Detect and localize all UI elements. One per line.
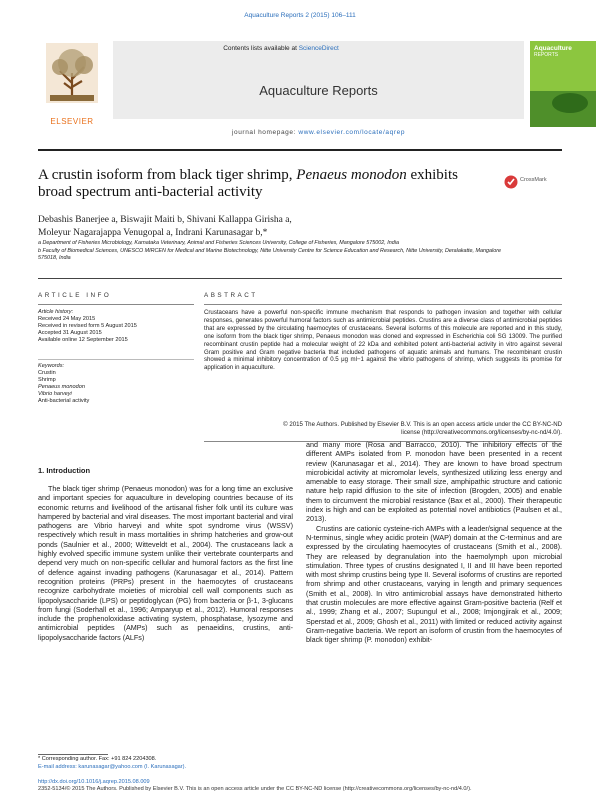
- section-divider: [38, 278, 562, 279]
- elsevier-logo[interactable]: ELSEVIER: [38, 41, 106, 123]
- contents-line: Contents lists available at ScienceDirect: [223, 45, 339, 52]
- sciencedirect-link[interactable]: ScienceDirect: [298, 45, 339, 52]
- body-column-right: [306, 440, 562, 645]
- article-info-heading: ARTICLE INFO: [38, 292, 112, 299]
- section-heading-introduction: 1. Introduction: [38, 466, 91, 475]
- affiliations: [38, 240, 508, 263]
- email-note[interactable]: E-mail address: karunasagar@yahoo.com (I. Karunasagar).: [38, 763, 187, 770]
- affiliation-b: b Faculty of Biomedical Sciences, UNESCO MIRCEN for Medical and Marine Biotechnology, Nitte University Centre for Science Education and Research, Nitte University, Deralakatte, Mangalore 575018, India: [38, 247, 501, 261]
- crossmark-icon: [504, 175, 518, 189]
- article-history: Article history: Received 24 May 2015 Received in revised form 5 August 2015 Accepted 31 August 2015 Available online 12 September 2015: [38, 309, 137, 343]
- doi-link[interactable]: http://dx.doi.org/10.1016/j.aqrep.2015.08.009: [38, 779, 150, 785]
- abstract-rule: [204, 304, 562, 305]
- journal-name: Aquaculture Reports: [259, 83, 378, 98]
- paragraph: and many more (Rosa and Barracco, 2010). The inhibitory effects of the different AMPs isolated from P. monodon have been presented in a recent review (Karunasagar et al., 2014). They are known to have broad spectrum microbicidal activity at micromolar levels, synthesized utilizing less energy and amenable to easy storage. Their small size, amphipathic structure and cationic nature help rapid diffusion to the site of infection (Brogden, 2005) and enable them to circumvent the microbial resistance (Bax et al., 2000). Their therapeutic index is high and can be exploited as potential novel antibiotics (Paulsen et al., 2013).: [306, 440, 562, 524]
- keyword-item: Vibrio harveyi: [38, 391, 72, 397]
- crossmark-badge[interactable]: CrossMark: [504, 174, 544, 190]
- abstract-heading: ABSTRACT: [204, 292, 258, 299]
- keywords: Keywords: Crustin Shrimp Penaeus monodon Vibrio harveyi Anti-bacterial activity: [38, 363, 194, 405]
- paragraph: The black tiger shrimp (Penaeus monodon) was for a long time an exclusive and important species for aquaculture in developing countries because of its economic returns and livelihood of the artisanal fisher folk until its culture was hampered by bacterial and viral diseases. The most important bacterial and viral pathogens are Vibrio harveyi and white spot syndrome virus (WSSV) respectively which result in mass mortalities in shrimp hatcheries and grow-out ponds (Saulnier et al., 2000; Witteveldt et al., 2004). The crustaceans lack a highly evolved specific immune system unlike their vertebrate counterparts and depend very much on non-specific cellular and humoral factors as the first line of defence against invading pathogens (Karunasagar et al., 2014). Pattern recognition proteins (PRPs) present in the haemocytes of crustaceans recognize carbohydrate moieties of microbial cell wall components such as lipopolysaccharide (LPS) or peptidoglycan (PG) from bacteria or β-1, 3-glucans from fungi (Soderhall et al., 1996; Amparyup et al., 2012). Humoral responses include the prophenoloxidase activating system, phosphatase, lysozyme and antimicrobial peptides (AMPs) such as penaeidins, crustins, anti-lipopolysaccharide factors (ALFs): [38, 484, 293, 642]
- article-title: A crustin isoform from black tiger shrimp, Penaeus monodon exhibits broad spectrum anti-bacterial activity: [38, 167, 458, 200]
- keyword-item: Crustin: [38, 370, 56, 376]
- elsevier-tree-icon: [46, 43, 98, 103]
- author-list: Debashis Banerjee a, Biswajit Maiti b, Shivani Kallappa Girisha a, Moleyur Nagarajappa Venugopal a, Indrani Karunasagar b,*: [38, 215, 292, 238]
- journal-homepage: journal homepage: www.elsevier.com/locate/aqrep: [231, 129, 406, 136]
- article-info-rule: [38, 304, 194, 305]
- homepage-link[interactable]: www.elsevier.com/locate/aqrep: [298, 129, 406, 136]
- journal-cover-image[interactable]: Aquaculture REPORTS: [530, 41, 596, 127]
- license-line: 2352-5134/© 2015 The Authors. Published by Elsevier B.V. This is an open access article under the CC BY-NC-ND license (http://creativecommons.org/licenses/by-nc-nd/4.0/).: [38, 786, 472, 792]
- header-divider: [38, 149, 562, 151]
- keywords-rule: [38, 359, 194, 360]
- footnote-rule: [38, 754, 108, 755]
- abstract-text: Crustaceans have a powerful non-specific immune mechanism that responds to pathogen invasion and together with cellular responses, generates powerful humoral factors such as antimicrobial peptides. Crustins are a diverse class of antimicrobial peptides that are expressed by the circulating haemocytes of crustaceans. Several isoforms of this molecule are reported and in this study, one isoform from the black tiger shrimp, Penaeus monodon was cloned and expressed in Escherichia coli SG 13009. The purified recombinant crustin peptide had a molecular weight of 22 kDa and exhibited potent anti-bacterial activity in vitro against several Gram positive and Gram negative bacteria that included pathogens of aquatic animals and humans. The recombinant crustin showed a minimal inhibitory concentration of 0.5 μg ml−1 against the vibrio pathogens of shrimp, which suggests its promise for application in aquaculture.: [204, 309, 562, 372]
- keyword-item: Penaeus monodon: [38, 384, 85, 390]
- header-band: [113, 41, 524, 119]
- body-column-left: [38, 484, 293, 642]
- doi-block: [38, 779, 562, 793]
- copyright-notice: © 2015 The Authors. Published by Elsevier B.V. This is an open access article under the CC BY-NC-ND license (http://creativecommons.org/licenses/by-nc-nd/4.0/).: [204, 421, 562, 437]
- affiliation-a: a Department of Fisheries Microbiology, Karnataka Veterinary, Animal and Fisheries Sciences University, College of Fisheries, Mangalore 575002, India: [38, 240, 399, 246]
- corresponding-author-note: * Corresponding author. Fax: +91 824 2204308.: [38, 756, 157, 762]
- keyword-item: Anti-bacterial activity: [38, 398, 90, 404]
- license-link[interactable]: license (http://creativecommons.org/licenses/by-nc-nd/4.0/).: [401, 428, 562, 436]
- keyword-item: Shrimp: [38, 377, 56, 383]
- paragraph: Crustins are cationic cysteine-rich AMPs with a leader/signal sequence at the N-terminus, single whey acidic protein (WAP) domain at the C-terminus and are expressed by the circulating haemocytes of crustaceans (Smith et al., 2008). They are released by degranulation into the haemolymph upon microbial stimulation. Three types of crustins designated I, II and III have been reported with most shrimp crustins being type II. Several isoforms of crustins are reported from shrimp and other crustaceans, varying in length and primary sequences (Smith et al., 2008). In vitro antimicrobial assays have demonstrated hitherto that crustin molecules are more effective against Gram-positive bacteria (Relf et al., 1999; Zhang et al., 2007; Supungul et al., 2008; Imjongjirak et al., 2009; Sperstad et al., 2009; Ghosh et al., 2011) with limited or reduced activity against Gram-negative bacteria. We report an isoform of crustin from the haemocytes of black tiger shrimp (P. monodon) exhibit-: [306, 523, 562, 645]
- journal-reference[interactable]: Aquaculture Reports 2 (2015) 106–111: [244, 12, 356, 19]
- footnotes: [38, 756, 293, 771]
- journal-header: [38, 41, 572, 145]
